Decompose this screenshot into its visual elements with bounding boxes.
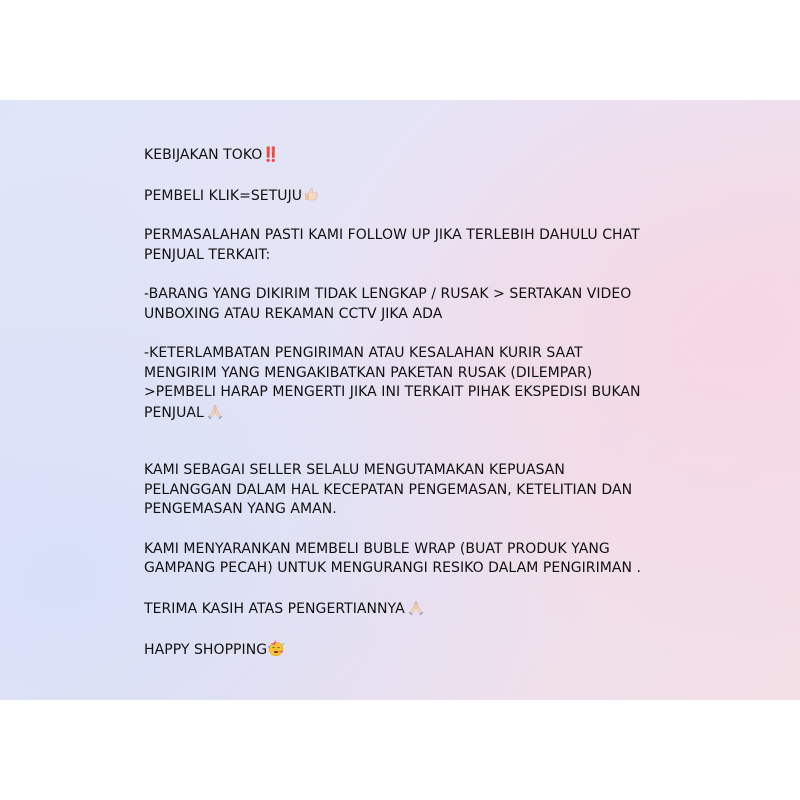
suggestion-paragraph: KAMI MENYARANKAN MEMBELI BUBLE WRAP (BUAT PRODUK YANG GAMPANG PECAH) UNTUK MENGURANGI RESIKO DALAM PENGIRIMAN . — [144, 540, 642, 576]
policy-text-block — [144, 146, 704, 681]
policy-poster — [0, 100, 800, 700]
thanks-line — [144, 599, 704, 620]
thanks-text: TERIMA KASIH ATAS PENGERTIANNYA — [144, 600, 405, 617]
rule-goods-paragraph: -BARANG YANG DIKIRIM TIDAK LENGKAP / RUSAK > SERTAKAN VIDEO UNBOXING ATAU REKAMAN CCTV JIKA ADA — [144, 286, 632, 322]
commitment-paragraph: KAMI SEBAGAI SELLER SELALU MENGUTAMAKAN KEPUASAN PELANGGAN DALAM HAL KECEPATAN PENGEMASAN, KETELITIAN DAN PENGEMASAN YANG AMAN. — [144, 462, 633, 517]
thumbs-up-icon — [303, 186, 319, 202]
closing-text: HAPPY SHOPPING — [144, 642, 268, 658]
closing-line — [144, 639, 704, 661]
rule-delivery-text: -KETERLAMBATAN PENGIRIMAN ATAU KESALAHAN KURIR SAAT MENGIRIM YANG MENGAKIBATKAN PAKETAN RUSAK (DILEMPAR) >PEMBELI HARAP MENGERTI JIKA INI TERKAIT PIHAK EKSPEDISI BUKAN PENJUAL — [144, 345, 641, 421]
policy-title: KEBIJAKAN TOKO — [144, 147, 263, 163]
agreement-line — [144, 186, 704, 207]
partying-face-icon — [267, 639, 285, 657]
agreement-text: PEMBELI KLIK=SETUJU — [144, 187, 303, 204]
policy-title-line — [144, 146, 704, 166]
double-exclamation-icon: ‼️ — [262, 147, 279, 163]
rule-delivery-paragraph — [144, 344, 704, 423]
followup-paragraph: PERMASALAHAN PASTI KAMI FOLLOW UP JIKA TERLEBIH DAHULU CHAT PENJUAL TERKAIT: — [144, 227, 640, 263]
folded-hands-icon — [407, 599, 425, 615]
folded-hands-icon — [206, 403, 224, 419]
